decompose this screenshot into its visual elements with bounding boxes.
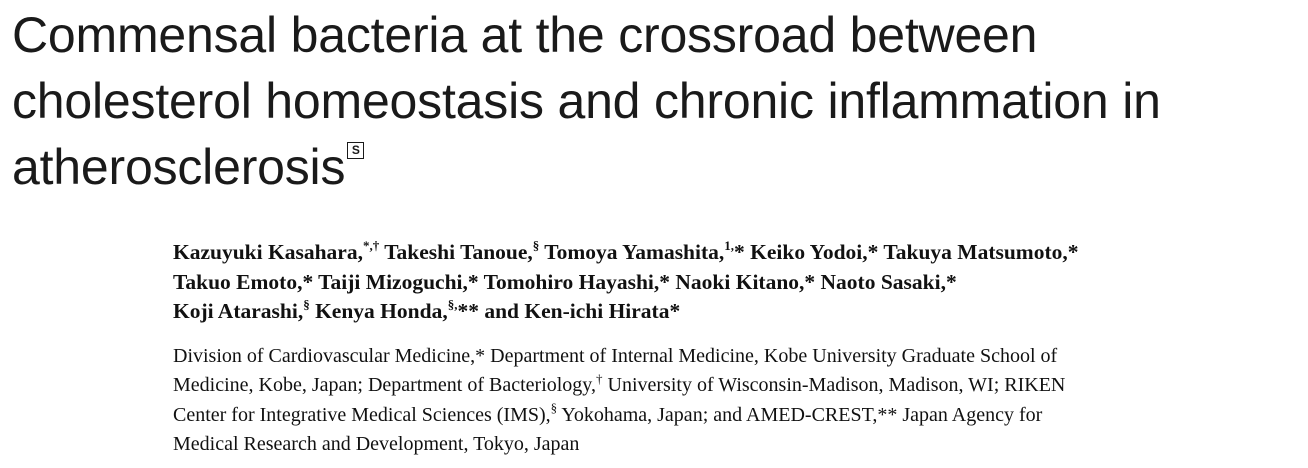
author-names-rest: ** and Ken-ichi Hirata* [457,299,681,323]
author-line-2: Takuo Emoto,* Taiji Mizoguchi,* Tomohiro Hayashi,* Naoki Kitano,* Naoto Sasaki,* [173,269,957,294]
title-line-2: cholesterol homeostasis and chronic inflammation in [12,73,1161,129]
author-name: Takeshi Tanoue, [379,240,533,264]
affiliation-line-3 [173,401,1303,430]
affiliation-line-4: Medical Research and Development, Tokyo, Japan [173,433,580,456]
title-line-3 [12,134,1302,200]
author-name: Kenya Honda, [309,299,448,323]
author-name: Tomoya Yamashita, [539,240,725,264]
author-affiliation-mark: 1, [724,237,735,253]
affiliation-text: University of Wisconsin-Madison, Madison, WI; RIKEN [602,374,1066,397]
affiliation-text: Medicine, Kobe, Japan; Department of Bacteriology, [173,374,597,397]
affiliation-text: Yokohama, Japan; and AMED-CREST,** Japan Agency for [557,403,1043,426]
author-name: Kazuyuki Kasahara, [173,240,363,264]
author-line-1 [173,238,1303,268]
author-affiliation-mark: *,† [362,237,380,253]
supplementary-material-icon[interactable]: S [347,142,364,159]
affiliation-block [173,342,1303,460]
author-affiliation-mark: § [532,237,540,253]
affiliation-line-2 [173,371,1303,400]
affiliation-mark: § [550,400,558,416]
author-affiliation-mark: § [303,296,310,312]
title-line-1: Commensal bacteria at the crossroad between [12,7,1038,63]
affiliation-line-1: Division of Cardiovascular Medicine,* Department of Internal Medicine, Kobe University Graduate School of [173,345,1058,367]
article-title [12,2,1302,200]
title-line-3-text: atherosclerosis [12,139,346,195]
author-list [173,238,1303,327]
affiliation-text: Center for Integrative Medical Sciences (IMS), [173,403,551,426]
affiliation-mark: † [596,370,603,386]
author-name: Koji Atarashi, [173,299,304,323]
author-names-rest: * Keiko Yodoi,* Takuya Matsumoto,* [734,240,1079,264]
author-affiliation-mark: §, [447,296,458,312]
author-line-3 [173,297,1303,327]
